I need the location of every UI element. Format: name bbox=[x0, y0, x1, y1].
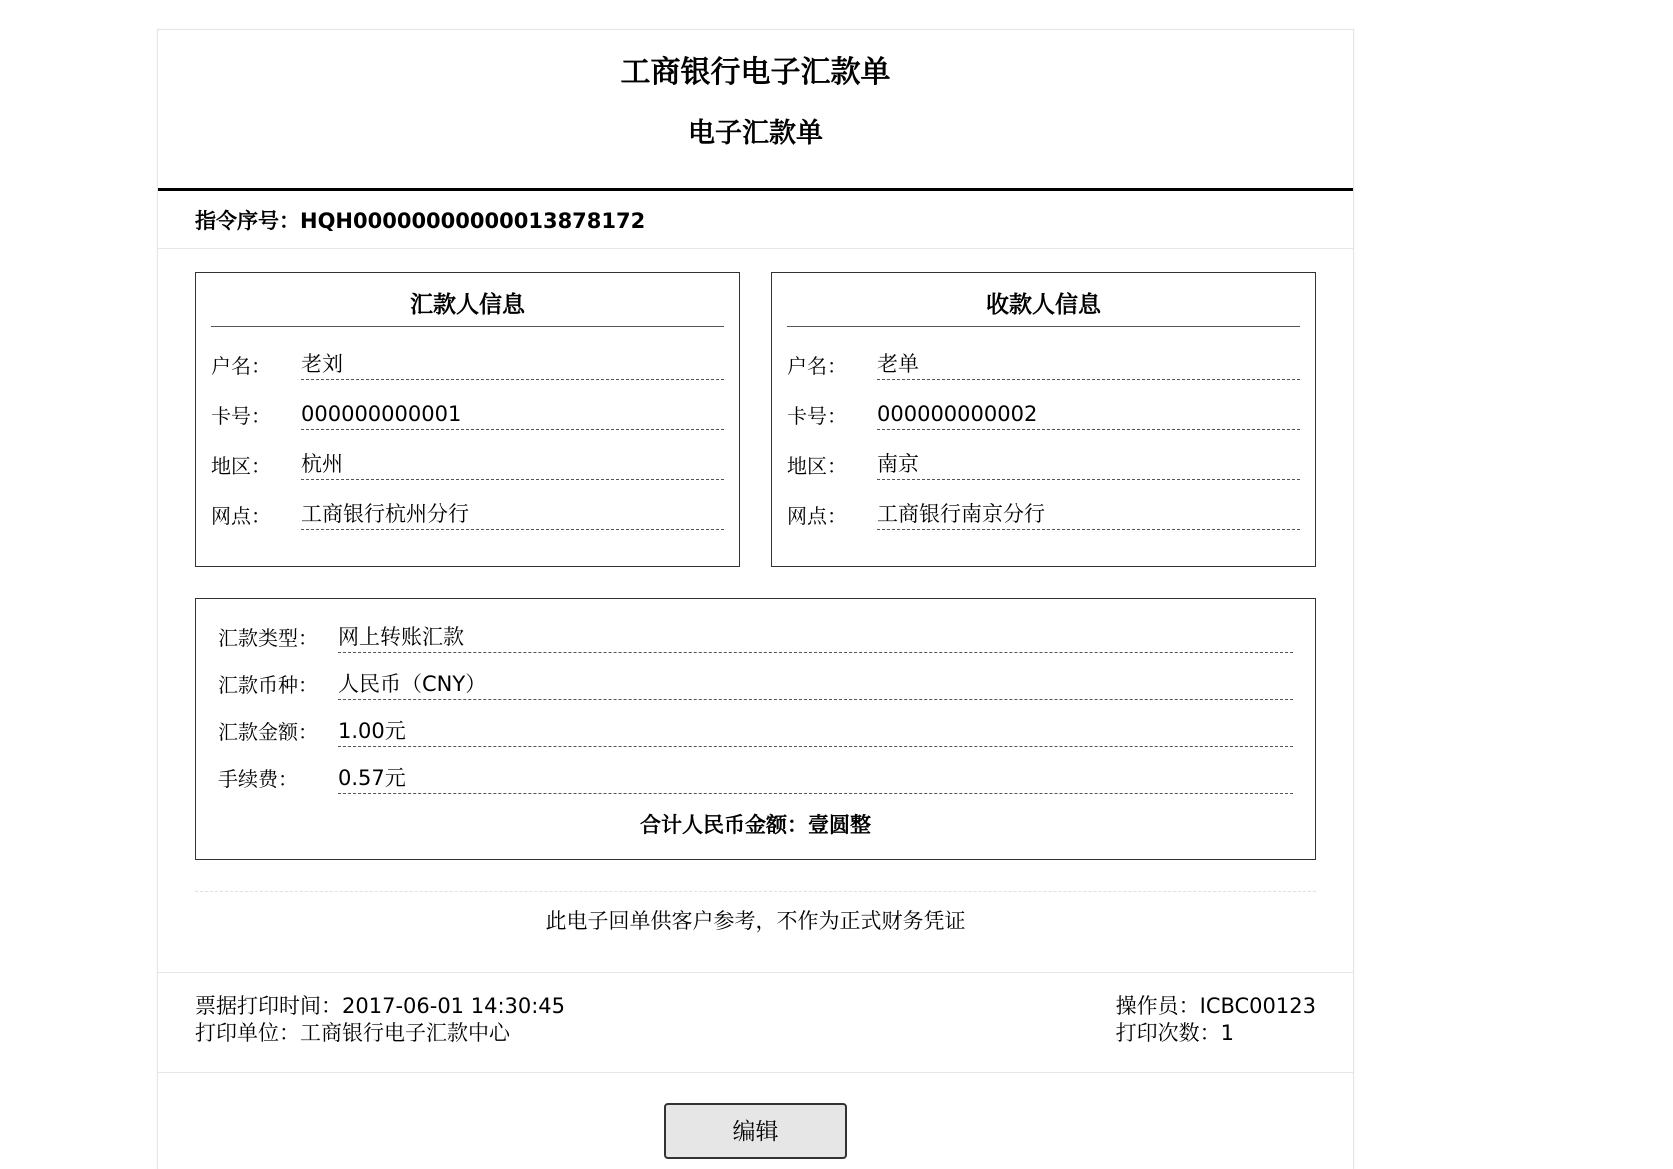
payee-info-box bbox=[771, 272, 1316, 567]
service-fee-value: 0.57元 bbox=[338, 762, 1293, 794]
field-label: 汇款类型： bbox=[218, 626, 318, 650]
print-time-value: 2017-06-01 14:30:45 bbox=[342, 994, 566, 1018]
print-count-value: 1 bbox=[1220, 1021, 1234, 1045]
payee-heading: 收款人信息 bbox=[787, 284, 1300, 327]
remitter-card-row bbox=[211, 389, 724, 439]
order-number-line bbox=[195, 206, 645, 236]
field-label: 卡号： bbox=[787, 403, 847, 428]
operator-info bbox=[1116, 993, 1316, 1047]
print-time-line bbox=[195, 993, 565, 1020]
payee-name-value: 老单 bbox=[877, 348, 1300, 380]
edit-button[interactable]: 编辑 bbox=[664, 1103, 847, 1159]
payee-region-value: 南京 bbox=[877, 448, 1300, 480]
print-count-label: 打印次数： bbox=[1115, 1021, 1221, 1045]
remittance-receipt-card bbox=[157, 29, 1354, 1169]
payee-branch-row bbox=[787, 489, 1300, 539]
remitter-branch-value: 工商银行杭州分行 bbox=[301, 498, 724, 530]
print-time-label: 票据打印时间： bbox=[195, 994, 342, 1018]
order-number-value: HQH00000000000013878172 bbox=[300, 209, 646, 233]
payee-branch-value: 工商银行南京分行 bbox=[877, 498, 1300, 530]
payee-name-row bbox=[787, 339, 1300, 389]
remitter-region-row bbox=[211, 439, 724, 489]
service-fee-row bbox=[218, 754, 1293, 801]
header-divider bbox=[158, 188, 1353, 191]
remittance-amount-value: 1.00元 bbox=[338, 715, 1293, 747]
field-label: 网点： bbox=[787, 503, 847, 528]
field-label: 地区： bbox=[787, 453, 847, 478]
remittance-amount-row bbox=[218, 707, 1293, 754]
print-footer bbox=[195, 993, 1316, 1047]
footer-divider-bottom bbox=[158, 1072, 1353, 1073]
remittance-type-value: 网上转账汇款 bbox=[338, 621, 1293, 653]
total-amount-line bbox=[218, 801, 1293, 849]
remitter-name-value: 老刘 bbox=[301, 348, 724, 380]
field-label: 网点： bbox=[211, 503, 271, 528]
print-count-line bbox=[1116, 1020, 1316, 1047]
remitter-heading: 汇款人信息 bbox=[211, 284, 724, 327]
remitter-branch-row bbox=[211, 489, 724, 539]
remitter-name-row bbox=[211, 339, 724, 389]
remitter-info-box bbox=[195, 272, 740, 567]
field-label: 手续费： bbox=[218, 767, 298, 791]
operator-value: ICBC00123 bbox=[1199, 994, 1316, 1018]
field-label: 汇款币种： bbox=[218, 673, 318, 697]
print-unit-value: 工商银行电子汇款中心 bbox=[300, 1021, 510, 1045]
payee-card-row bbox=[787, 389, 1300, 439]
field-label: 户名： bbox=[787, 353, 847, 378]
field-label: 地区： bbox=[211, 453, 271, 478]
print-info bbox=[195, 993, 565, 1047]
total-amount-value: 壹圆整 bbox=[808, 813, 871, 837]
document-subtitle: 电子汇款单 bbox=[688, 118, 823, 149]
field-label: 汇款金额： bbox=[218, 720, 318, 744]
disclaimer-note: 此电子回单供客户参考，不作为正式财务凭证 bbox=[545, 909, 966, 933]
party-info-section bbox=[195, 272, 1316, 567]
note-divider bbox=[195, 891, 1316, 892]
payee-region-row bbox=[787, 439, 1300, 489]
operator-label: 操作员： bbox=[1115, 994, 1200, 1018]
field-label: 户名： bbox=[211, 353, 271, 378]
remittance-type-row bbox=[218, 613, 1293, 660]
order-divider bbox=[158, 248, 1353, 249]
document-title: 工商银行电子汇款单 bbox=[620, 55, 891, 90]
remittance-currency-row bbox=[218, 660, 1293, 707]
order-number-label: 指令序号： bbox=[195, 209, 300, 233]
remittance-currency-value: 人民币（CNY） bbox=[338, 668, 1293, 700]
remittance-details-box bbox=[195, 598, 1316, 860]
operator-line bbox=[1116, 993, 1316, 1020]
remitter-region-value: 杭州 bbox=[301, 448, 724, 480]
field-label: 卡号： bbox=[211, 403, 271, 428]
payee-card-value: 000000000002 bbox=[877, 398, 1300, 430]
total-amount-label: 合计人民币金额： bbox=[640, 813, 808, 837]
print-unit-line bbox=[195, 1020, 565, 1047]
remitter-card-value: 000000000001 bbox=[301, 398, 724, 430]
footer-divider-top bbox=[158, 972, 1353, 973]
print-unit-label: 打印单位： bbox=[195, 1021, 300, 1045]
